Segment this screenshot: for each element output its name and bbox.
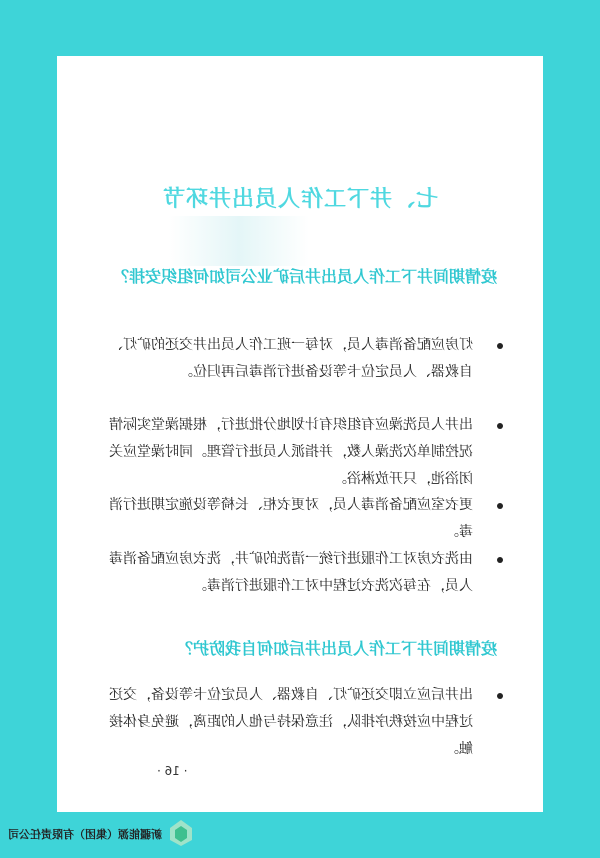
company-logo-icon: [168, 818, 194, 848]
footer: [0, 812, 600, 858]
bullet-icon: [497, 693, 503, 699]
bullet-icon: [497, 343, 503, 349]
document-page: 七、井下工作人员出井环节 疫情期间井下工作人员出井后矿业公司如何组织安排？ 灯房应配备消毒人员，对每一班工作人员出井交还的矿灯、自救器、人员定位卡等设备进行消毒后再归位。 出井人员洗澡应有组织有计划地分批进行，根据澡堂实际情况控制单次洗澡人数，并指派人员进行管理。同时澡堂应关闭浴池，只开放淋浴。 更衣室应配备消毒人员，对更衣柜、长椅等设施定期进行消毒。 由洗衣房对工作服进行统一清洗的矿井，洗衣房应配备消毒人员，在每次洗衣过程中对工作服进行消毒。 疫情期间井下工作人员出井后如何自我防护？ 出井后应立即交还矿灯、自救器、人员定位卡等设备，交还过程中应按秩序排队，注意保持与他人的距离，避免身体接触。 · 16 ·: [57, 56, 543, 812]
section-title: 七、井下工作人员出井环节: [162, 187, 439, 212]
watermark: [169, 216, 309, 266]
bullet-icon: [497, 503, 503, 509]
bullet-icon: [497, 423, 503, 429]
question-heading: 疫情期间井下工作人员出井后如何自我防护？: [176, 639, 497, 658]
bullet-icon: [497, 557, 503, 563]
question-heading: 疫情期间井下工作人员出井后矿业公司如何组织安排？: [112, 267, 497, 286]
publisher-name: 新疆能源（集团）有限责任公司: [8, 828, 162, 841]
page-number: · 16 ·: [157, 764, 188, 778]
